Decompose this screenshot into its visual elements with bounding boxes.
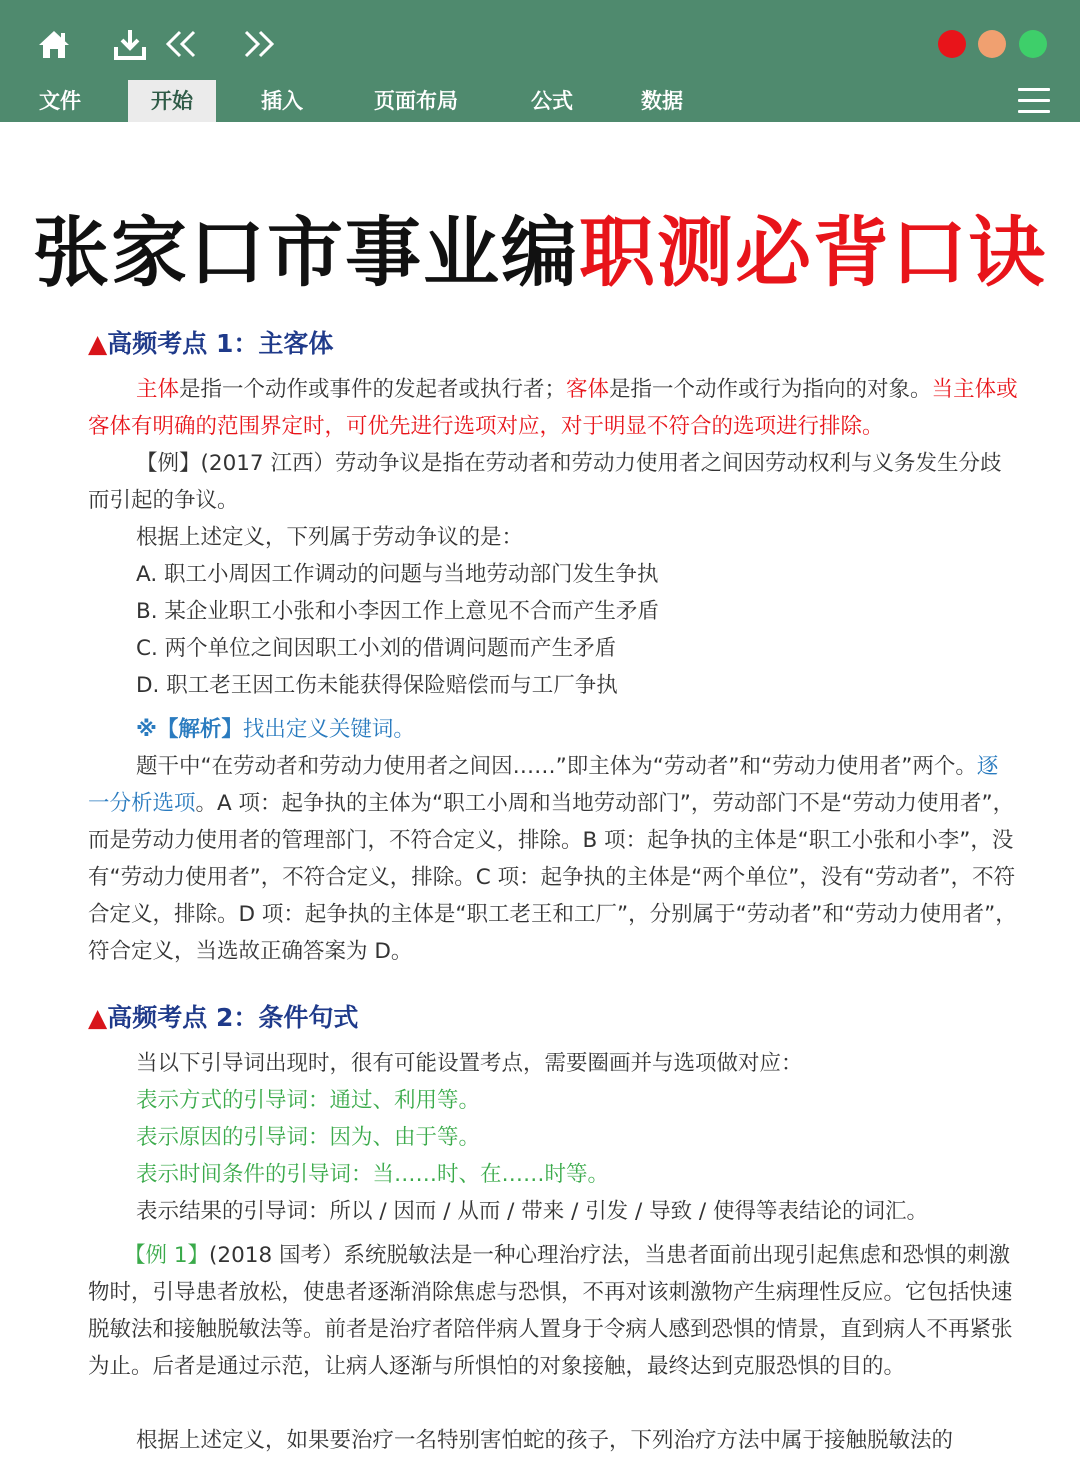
section2-intro: 当以下引导词出现时，很有可能设置考点，需要圈画并与选项做对应： xyxy=(136,1051,803,1076)
tab-file[interactable]: 文件 xyxy=(39,89,81,113)
section1-heading xyxy=(88,324,333,360)
option-d: D. 职工老王因工伤未能获得保险赔偿而与工厂争执 xyxy=(136,673,618,698)
tab-data[interactable]: 数据 xyxy=(641,89,683,113)
tab-insert[interactable]: 插入 xyxy=(261,89,303,113)
home-icon[interactable] xyxy=(34,24,74,64)
page-title xyxy=(0,192,1080,301)
window-minimize-dot[interactable] xyxy=(978,30,1006,58)
option-c: C. 两个单位之间因职工小刘的借调问题而产生矛盾 xyxy=(136,636,617,661)
analysis-step: 逐一分析选项 xyxy=(88,754,999,816)
hamburger-menu-icon[interactable] xyxy=(1018,88,1050,114)
section2-heading xyxy=(88,998,358,1034)
window-close-dot[interactable] xyxy=(938,30,966,58)
term-object: 客体 xyxy=(566,377,610,402)
example-text: (2018 国考）系统脱敏法是一种心理治疗法，当患者面前出现引起焦虑和恐惧的刺激物时，引导患者放松，使患者逐渐消除焦虑与恐惧，不再对该刺激物产生病理性反应。它包括快速脱敏法和接触脱敏法等。前者是治疗者陪伴病人置身于令病人感到恐惧的情景，直到病人不再紧张为止。后者是通过示范，让病人逐渐与所惧怕的对象接触，最终达到克服恐惧的目的。 xyxy=(88,1243,1013,1379)
triangle-marker-icon: ▲ xyxy=(88,329,108,358)
analysis-p1: 题干中“在劳动者和劳动力使用者之间因……”即主体为“劳动者”和“劳动力使用者”两个。 xyxy=(136,754,977,779)
tab-start[interactable]: 开始 xyxy=(128,80,216,122)
term-subject: 主体 xyxy=(136,377,180,402)
download-icon[interactable] xyxy=(110,24,150,64)
guide-word-method: 表示方式的引导词：通过、利用等。 xyxy=(136,1088,481,1113)
analysis-hint: 找出定义关键词。 xyxy=(242,717,415,742)
title-red-part: 职测必背口诀 xyxy=(579,208,1047,297)
guide-word-result: 表示结果的引导词：所以 / 因而 / 从而 / 带来 / 引发 / 导致 / 使得等表结论的词汇。 xyxy=(136,1199,928,1224)
example-label: 【例 1】 xyxy=(124,1243,210,1268)
back-icon[interactable] xyxy=(160,24,204,64)
analysis-line xyxy=(136,711,415,748)
ribbon-toolbar xyxy=(0,0,1080,122)
section1-definition xyxy=(88,371,1018,445)
option-a: A. 职工小周因工作调动的问题与当地劳动部门发生争执 xyxy=(136,562,659,587)
definition-rule: 当主体或客体有明确的范围界定时，可优先进行选项对应，对于明显不符合的选项进行排除。 xyxy=(88,377,1018,439)
section2-cut-line: 根据上述定义，如果要治疗一名特别害怕蛇的孩子，下列治疗方法中属于接触脱敏法的 xyxy=(136,1428,954,1453)
section1-question: 根据上述定义，下列属于劳动争议的是： xyxy=(136,525,524,550)
section1-example: 【例】(2017 江西）劳动争议是指在劳动者和劳动力使用者之间因劳动权利与义务发生分歧而引起的争议。 xyxy=(88,451,1002,513)
section1-heading-text: 高频考点 1：主客体 xyxy=(107,329,334,358)
tab-page-layout[interactable]: 页面布局 xyxy=(374,89,458,113)
forward-icon[interactable] xyxy=(236,24,280,64)
analysis-p2: 。A 项：起争执的主体为“职工小周和当地劳动部门”，劳动部门不是“劳动力使用者”，而是劳动力使用者的管理部门，不符合定义，排除。B 项：起争执的主体是“职工小张和小李”，没有“劳动力使用者”，不符合定义，排除。C 项：起争执的主体是“两个单位”，没有“劳动者”，不符合定义，排除。D 项：起争执的主体是“职工老王和工厂”，分别属于“劳动者”和“劳动力使用者”，符合定义，当选故正确答案为 D。 xyxy=(88,791,1017,964)
guide-word-time: 表示时间条件的引导词：当……时、在……时等。 xyxy=(136,1162,610,1187)
triangle-marker-icon: ▲ xyxy=(88,1003,108,1032)
section2-example xyxy=(88,1237,1018,1385)
subject-definition: 是指一个动作或事件的发起者或执行者； xyxy=(179,377,567,402)
object-definition: 是指一个动作或行为指向的对象。 xyxy=(609,377,932,402)
tab-formula[interactable]: 公式 xyxy=(531,89,573,113)
option-b: B. 某企业职工小张和小李因工作上意见不合而产生矛盾 xyxy=(136,599,659,624)
title-black-part: 张家口市事业编 xyxy=(33,208,579,297)
guide-word-reason: 表示原因的引导词：因为、由于等。 xyxy=(136,1125,481,1150)
section2-heading-text: 高频考点 2：条件句式 xyxy=(107,1003,359,1032)
window-maximize-dot[interactable] xyxy=(1019,30,1047,58)
analysis-label: ※【解析】 xyxy=(136,717,243,742)
analysis-body xyxy=(88,748,1018,970)
